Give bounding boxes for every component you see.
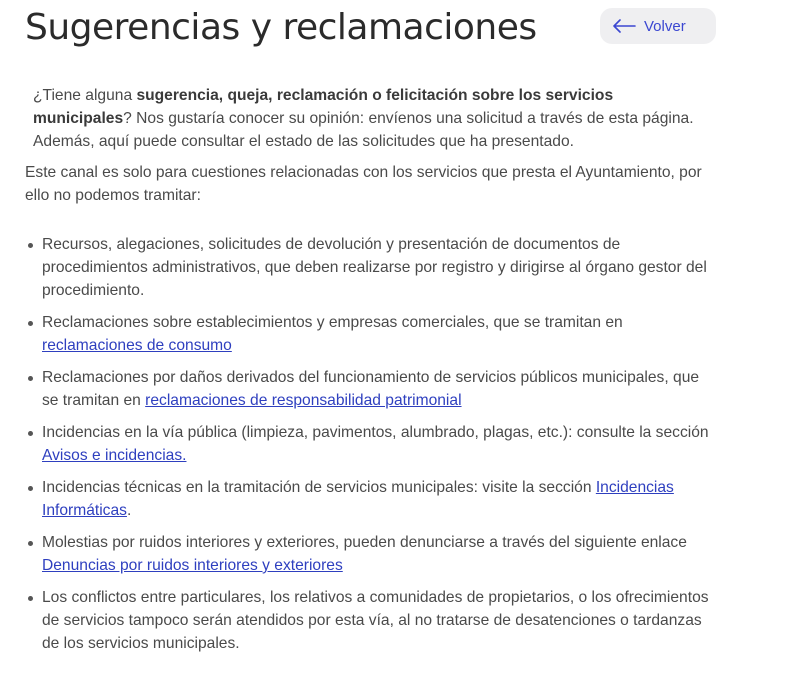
list-item (25, 421, 715, 467)
item-text: Los conflictos entre particulares, los relativos a comunidades de propietarios, o los ofrecimientos de servicios tampoco serán atendidos por esta vía, al no tratarse de desatenciones o tardanzas de los servicios municipales. (42, 589, 709, 652)
intro-paragraph (25, 84, 715, 153)
list-item (25, 476, 715, 522)
link-incidencias-informaticas[interactable]: Incidencias Informáticas (42, 479, 674, 519)
back-button[interactable] (600, 8, 716, 44)
item-text-after: . (126, 502, 132, 519)
item-text: Incidencias técnicas en la tramitación de servicios municipales: visite la sección (42, 479, 596, 496)
link-avisos-incidencias[interactable]: Avisos e incidencias. (42, 447, 187, 464)
page-title: Sugerencias y reclamaciones (25, 7, 537, 48)
link-reclamaciones-consumo[interactable]: reclamaciones de consumo (42, 337, 232, 354)
item-text: Reclamaciones sobre establecimientos y empresas comerciales, que se tramitan en (42, 314, 623, 331)
link-responsabilidad-patrimonial[interactable]: reclamaciones de responsabilidad patrimonial (145, 392, 462, 409)
list-item (25, 531, 715, 577)
intro-text-start: ¿Tiene alguna (33, 87, 137, 104)
link-denuncias-ruidos[interactable]: Denuncias por ruidos interiores y exteriores (42, 557, 343, 574)
list-item (25, 586, 715, 655)
exclusions-list (25, 233, 715, 655)
item-text: Molestias por ruidos interiores y exteriores, pueden denunciarse a través del siguiente enlace (42, 534, 687, 551)
intro-text-end: ? Nos gustaría conocer su opinión: envíenos una solicitud a través de esta página. Además, aquí puede consultar el estado de las solicitudes que ha presentado. (33, 110, 694, 150)
back-button-label: Volver (644, 17, 686, 35)
list-item (25, 366, 715, 412)
item-text: Reclamaciones por daños derivados del funcionamiento de servicios públicos municipales, que se tramitan en (42, 369, 700, 409)
list-item (25, 233, 715, 302)
main-content (25, 84, 715, 664)
scope-paragraph: Este canal es solo para cuestiones relacionadas con los servicios que presta el Ayuntamiento, por ello no podemos tramitar: (25, 164, 702, 204)
item-text: Incidencias en la vía pública (limpieza, pavimentos, alumbrado, plagas, etc.): consulte la sección (42, 424, 709, 441)
list-item (25, 311, 715, 357)
item-text: Recursos, alegaciones, solicitudes de devolución y presentación de documentos de procedimientos administrativos, que deben realizarse por registro y dirigirse al órgano gestor del procedimiento. (42, 236, 707, 299)
arrow-left-icon (612, 19, 636, 33)
intro-text-bold: sugerencia, queja, reclamación o felicitación sobre los servicios municipales (33, 87, 614, 127)
